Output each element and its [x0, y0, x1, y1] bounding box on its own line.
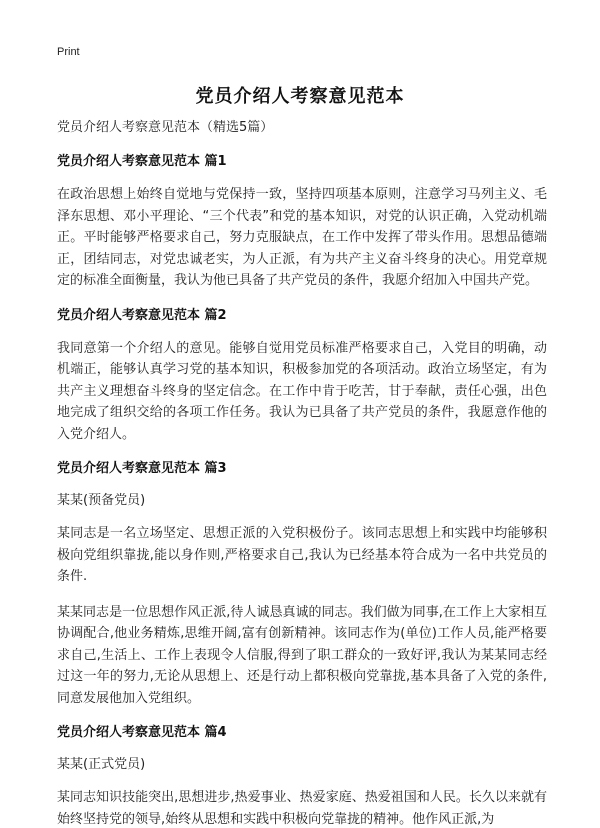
section-paragraph: 我同意第一个介绍人的意见。能够自觉用党员标准严格要求自己，入党目的明确，动机端正，能够认真学习党的基本知识，积极参加党的各项活动。政治立场坚定，有为共产主义理想奋斗终身的坚定信念。在工作中肯于吃苦，甘于奉献，责任心强，出色地完成了组织交给的各项工作任务。我认为已具备了共产党员的条件，我愿意作他的入党介绍人。: [57, 340, 547, 442]
section-heading: 党员介绍人考察意见范本 篇4: [57, 725, 227, 740]
section-3: [57, 459, 547, 709]
candidate-name-line: 某某(正式党员): [57, 757, 146, 772]
section-2: [57, 306, 547, 446]
document-body: [57, 118, 547, 828]
section-heading: 党员介绍人考察意见范本 篇1: [57, 154, 227, 169]
section-paragraph: 某同志是一名立场坚定、思想正派的入党积极份子。该同志思想上和实践中均能够积极向党组织靠拢,能以身作则,严格要求自己,我认为已经基本符合成为一名中共党员的条件.: [57, 526, 547, 584]
section-paragraph: 在政治思想上始终自觉地与党保持一致，坚持四项基本原则，注意学习马列主义、毛泽东思想、邓小平理论、“三个代表”和党的基本知识，对党的认识正确，入党动机端正。平时能够严格要求自己，努力克服缺点，在工作中发挥了带头作用。思想品德端正，团结同志，对党忠诚老实，为人正派，有为共产主义奋斗终身的决心。用党章规定的标准全面衡量，我认为他已具备了共产党员的条件，我愿介绍加入中国共产党。: [57, 187, 547, 288]
section-1: [57, 152, 547, 292]
document-subtitle: 党员介绍人考察意见范本（精选5篇）: [57, 120, 274, 135]
section-heading: 党员介绍人考察意见范本 篇2: [57, 307, 227, 323]
candidate-name-line: 某某(预备党员): [57, 493, 146, 508]
section-paragraph: 某同志知识技能突出,思想进步,热爱事业、热爱家庭、热爱祖国和人民。长久以来就有始终坚持党的领导,始终从思想和实践中积极向党靠拢的精神。他作风正派,为: [57, 790, 547, 827]
print-label: Print: [57, 46, 80, 58]
section-4: [57, 723, 547, 828]
document-title: 党员介绍人考察意见范本: [195, 86, 405, 107]
section-heading: 党员介绍人考察意见范本 篇3: [57, 461, 227, 476]
section-paragraph: 某某同志是一位思想作风正派,待人诚恳真诚的同志。我们做为同事,在工作上大家相互协调配合,他业务精炼,思维开阔,富有创新精神。该同志作为(单位)工作人员,能严格要求自己,生活上、工作上表现令人信服,得到了职工群众的一致好评,我认为某某同志经过这一年的努力,无论从思想上、还是行动上都积极向党靠拢,基本具备了入党的条件,同意发展他加入党组织。: [57, 604, 547, 706]
